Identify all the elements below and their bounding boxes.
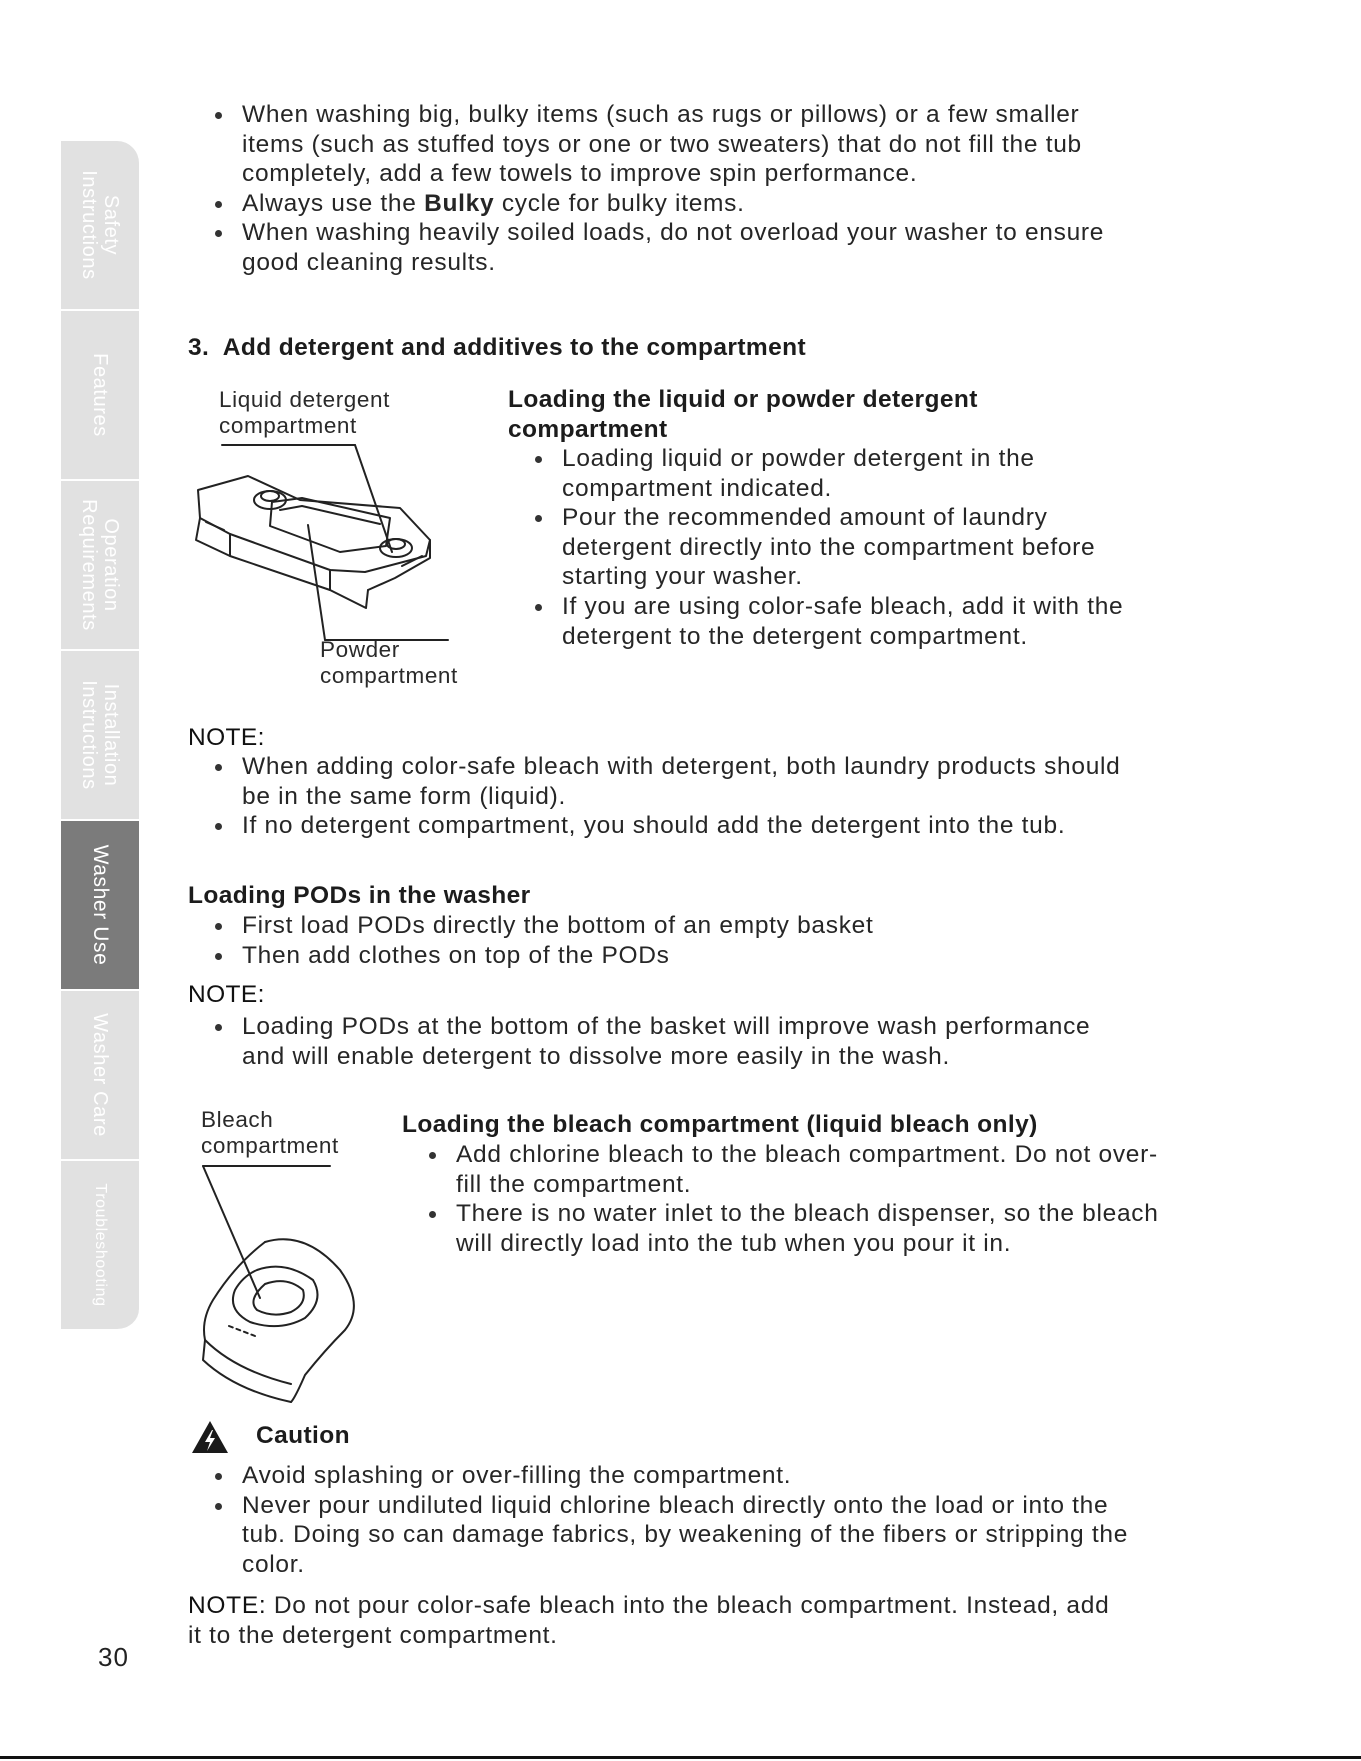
- bullet-text: If you are using color-safe bleach, add it with the detergent to the detergent compartment.: [562, 592, 1124, 650]
- bullet-text: When washing big, bulky items (such as rugs or pillows) or a few smaller items (such as stuffed toys or one or two sweaters) that do not fill the tub completely, add a few towels to improve spin performance.: [242, 101, 1082, 188]
- list-item: [188, 911, 1128, 941]
- tab-label: Operation Requirements: [78, 499, 122, 631]
- caution-title: Caution: [256, 1422, 350, 1449]
- tab-features[interactable]: [61, 311, 139, 481]
- bullet-text: Add chlorine bleach to the bleach compartment. Do not over-fill the compartment.: [456, 1141, 1158, 1198]
- caution-list: [188, 1461, 1128, 1579]
- final-note: [188, 1591, 1128, 1650]
- tab-label: Safety Instructions: [78, 170, 122, 280]
- list-item: [508, 444, 1128, 503]
- pods-heading: Loading PODs in the washer: [188, 882, 531, 909]
- bullet-text: When adding color-safe bleach with detergent, both laundry products should be in the same form (liquid).: [242, 753, 1121, 810]
- detergent-drawer-illustration: [190, 430, 460, 650]
- tab-label: Washer Care: [89, 1013, 111, 1137]
- tab-washer-use[interactable]: [61, 821, 139, 991]
- bullet-text: Never pour undiluted liquid chlorine bleach directly onto the load or into the tub. Doing so can damage fabrics, by weakening of the fibers or stripping the color.: [242, 1491, 1129, 1578]
- tab-installation-instructions[interactable]: [61, 651, 139, 821]
- bullet-text: Loading liquid or powder detergent in the compartment indicated.: [562, 445, 1035, 502]
- bleach-compartment-label: Bleach compartment: [201, 1107, 339, 1158]
- bullet-text: Avoid splashing or over-filling the compartment.: [242, 1462, 792, 1489]
- tab-label: Washer Use: [89, 844, 112, 966]
- final-note-label: NOTE:: [188, 1592, 267, 1619]
- detergent-bullets: [508, 444, 1128, 651]
- warning-triangle-icon: [191, 1420, 229, 1454]
- list-item: [188, 1012, 1128, 1071]
- list-item: [402, 1199, 1172, 1258]
- list-item: [402, 1140, 1172, 1199]
- list-item: [188, 1461, 1128, 1491]
- tab-label: Installation Instructions: [78, 680, 122, 790]
- bottom-rule: [0, 1756, 1361, 1759]
- tab-label: Features: [89, 353, 111, 437]
- bullet-text-pre: Always use the: [242, 189, 425, 217]
- bullet-text: Pour the recommended amount of laundry detergent directly into the compartment before starting your washer.: [562, 504, 1096, 591]
- list-item: [188, 752, 1128, 811]
- detergent-section-heading: Loading the liquid or powder detergent compartment: [508, 386, 978, 443]
- note-1-list: [188, 752, 1128, 841]
- note-1-label: NOTE:: [188, 724, 265, 751]
- bleach-section-heading: Loading the bleach compartment (liquid bleach only): [402, 1111, 1038, 1138]
- list-item: [188, 1491, 1128, 1580]
- bleach-bullets: [402, 1140, 1172, 1258]
- tab-safety-instructions[interactable]: [61, 141, 139, 311]
- side-tab-nav: [61, 141, 139, 1335]
- tab-label: Troubleshooting: [92, 1183, 109, 1307]
- list-item: [188, 100, 1128, 189]
- tab-troubleshooting[interactable]: [61, 1161, 139, 1331]
- bleach-compartment-illustration: [195, 1160, 375, 1405]
- bullet-text: If no detergent compartment, you should add the detergent into the tub.: [242, 812, 1066, 840]
- list-item: [188, 811, 1128, 841]
- bullet-text: There is no water inlet to the bleach dispenser, so the bleach will directly load into the tub when you pour it in.: [456, 1200, 1159, 1257]
- list-item: [188, 189, 1128, 219]
- note-2-list: [188, 1012, 1128, 1071]
- tab-washer-care[interactable]: [61, 991, 139, 1161]
- list-item: [508, 503, 1128, 592]
- bullet-text-post: cycle for bulky items.: [494, 189, 745, 217]
- bullet-text: Loading PODs at the bottom of the basket will improve wash performance and will enable detergent to dissolve more easily in the wash.: [242, 1013, 1091, 1070]
- bullet-text: Then add clothes on top of the PODs: [242, 941, 670, 969]
- bullet-text: When washing heavily soiled loads, do not overload your washer to ensure good cleaning results.: [242, 219, 1105, 276]
- bullet-text: First load PODs directly the bottom of an empty basket: [242, 912, 874, 939]
- note-2-label: NOTE:: [188, 981, 265, 1008]
- step-3-heading: 3. Add detergent and additives to the compartment: [188, 334, 807, 361]
- pods-list: [188, 911, 1128, 970]
- powder-compartment-label: Powder compartment: [320, 637, 458, 688]
- tab-operation-requirements[interactable]: [61, 481, 139, 651]
- list-item: [508, 592, 1128, 651]
- bulky-items-list: [188, 100, 1128, 278]
- list-item: [188, 218, 1128, 277]
- page-number: 30: [98, 1642, 129, 1672]
- list-item: [188, 941, 1128, 971]
- liquid-detergent-label: Liquid detergent compartment: [219, 387, 390, 438]
- bulky-cycle-name: Bulky: [424, 189, 495, 217]
- final-note-text: Do not pour color-safe bleach into the bleach compartment. Instead, add it to the detergent compartment.: [188, 1592, 1110, 1649]
